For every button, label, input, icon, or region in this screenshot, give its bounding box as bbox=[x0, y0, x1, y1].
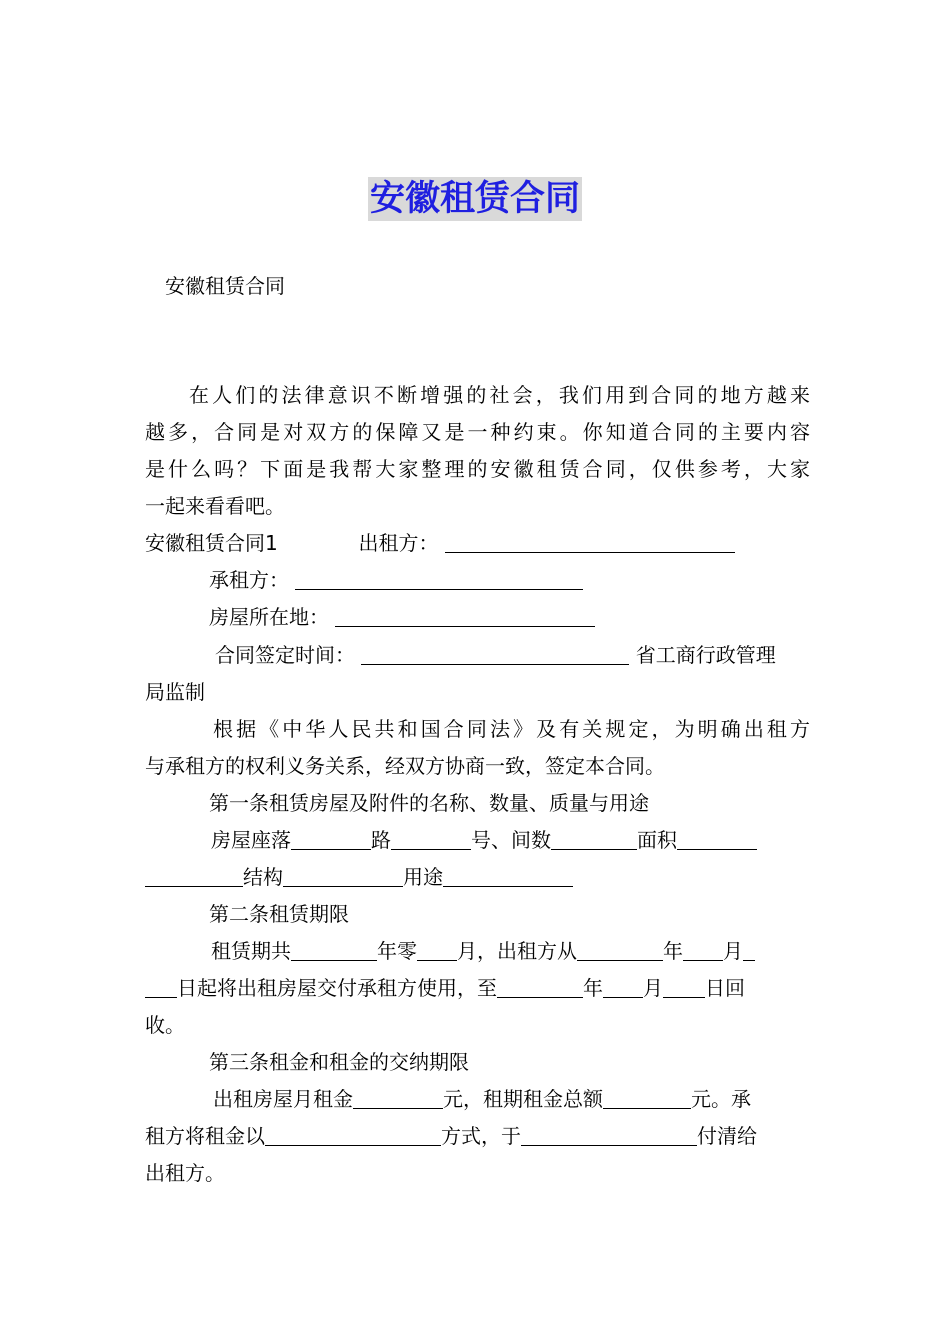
year-label-2: 年 bbox=[583, 976, 603, 1000]
preamble-line-2: 与承租方的权利义务关系，经双方协商一致，签定本合同。 bbox=[145, 754, 665, 778]
document-subtitle: 安徽租赁合同 bbox=[165, 274, 285, 298]
term-month-blank bbox=[417, 933, 457, 961]
lessee-blank bbox=[295, 562, 583, 590]
until-day-blank bbox=[663, 970, 705, 998]
article-3-row-1 bbox=[213, 1081, 810, 1117]
intro-line-1: 在人们的法律意识不断增强的社会，我们用到合同的地方越来 bbox=[189, 383, 810, 407]
document-title: 安徽租赁合同 bbox=[369, 179, 580, 219]
article-1-row-1 bbox=[211, 822, 810, 858]
method-at-label: 方式，于 bbox=[441, 1124, 521, 1148]
area-blank-cont bbox=[145, 859, 243, 887]
monthly-rent-blank bbox=[353, 1081, 443, 1109]
address-row bbox=[209, 599, 809, 635]
lessee-row bbox=[209, 562, 809, 598]
yuan-lessee-label: 元。承 bbox=[691, 1087, 751, 1111]
supervise-line-2: 局监制 bbox=[145, 680, 205, 704]
method-blank bbox=[265, 1118, 441, 1146]
total-rent-label: 元，租期租金总额 bbox=[443, 1087, 603, 1111]
structure-blank bbox=[283, 859, 403, 887]
monthly-rent-label: 出租房屋月租金 bbox=[213, 1087, 353, 1111]
article-2-title: 第二条租赁期限 bbox=[209, 902, 349, 926]
contract-heading: 安徽租赁合同1 bbox=[145, 531, 278, 555]
until-month-blank bbox=[603, 970, 643, 998]
preamble-line-1: 根据《中华人民共和国合同法》及有关规定，为明确出租方 bbox=[213, 717, 810, 741]
article-2-row-2 bbox=[145, 970, 810, 1006]
month-label-2: 月 bbox=[643, 976, 663, 1000]
title-container bbox=[0, 177, 950, 221]
article-1-row-2 bbox=[145, 859, 810, 895]
rent-by-label: 租方将租金以 bbox=[145, 1124, 265, 1148]
from-year-blank bbox=[577, 933, 663, 961]
article-2-row-1 bbox=[211, 933, 810, 969]
year-zero-label: 年零 bbox=[377, 939, 417, 963]
road-label: 路 bbox=[371, 828, 391, 852]
road-blank bbox=[391, 822, 471, 850]
location-blank bbox=[291, 822, 371, 850]
term-year-blank bbox=[291, 933, 377, 961]
return-label: 日回 bbox=[705, 976, 745, 1000]
sign-time-label: 合同签定时间： bbox=[215, 643, 355, 667]
contract-heading-row bbox=[145, 525, 810, 561]
number-rooms-label: 号、间数 bbox=[471, 828, 551, 852]
article-3-row-3: 出租方。 bbox=[145, 1161, 225, 1185]
lessor-blank bbox=[445, 525, 735, 553]
pay-to-label: 付清给 bbox=[697, 1124, 757, 1148]
from-month-blank bbox=[683, 933, 723, 961]
use-blank bbox=[443, 859, 573, 887]
pay-date-blank bbox=[521, 1118, 697, 1146]
deliver-until-label: 日起将出租房屋交付承租方使用，至 bbox=[177, 976, 497, 1000]
lessee-label: 承租方： bbox=[209, 568, 289, 592]
year-label: 年 bbox=[663, 939, 683, 963]
lessor-from-label: 月，出租方从 bbox=[457, 939, 577, 963]
sign-time-blank bbox=[361, 637, 629, 665]
location-label: 房屋座落 bbox=[211, 828, 291, 852]
address-blank bbox=[335, 599, 595, 627]
from-day-blank bbox=[743, 933, 755, 961]
lessor-label: 出租方： bbox=[358, 531, 439, 555]
until-year-blank bbox=[497, 970, 583, 998]
article-2-row-3: 收。 bbox=[145, 1013, 185, 1037]
structure-label: 结构 bbox=[243, 865, 283, 889]
from-day-blank-cont bbox=[145, 970, 177, 998]
intro-line-3: 是什么吗？下面是我帮大家整理的安徽租赁合同，仅供参考，大家 bbox=[145, 457, 810, 481]
intro-line-4: 一起来看看吧。 bbox=[145, 494, 285, 518]
rooms-blank bbox=[551, 822, 637, 850]
area-blank bbox=[677, 822, 757, 850]
term-total-label: 租赁期共 bbox=[211, 939, 291, 963]
area-label: 面积 bbox=[637, 828, 677, 852]
article-3-row-2 bbox=[145, 1118, 810, 1154]
article-3-title: 第三条租金和租金的交纳期限 bbox=[209, 1050, 469, 1074]
sign-time-row bbox=[215, 637, 810, 673]
month-label: 月 bbox=[723, 939, 743, 963]
use-label: 用途 bbox=[403, 865, 443, 889]
article-1-title: 第一条租赁房屋及附件的名称、数量、质量与用途 bbox=[209, 791, 649, 815]
supervise-tail: 省工商行政管理 bbox=[635, 643, 776, 667]
intro-line-2: 越多，合同是对双方的保障又是一种约束。你知道合同的主要内容 bbox=[145, 420, 810, 444]
total-rent-blank bbox=[603, 1081, 691, 1109]
address-label: 房屋所在地： bbox=[209, 605, 329, 629]
